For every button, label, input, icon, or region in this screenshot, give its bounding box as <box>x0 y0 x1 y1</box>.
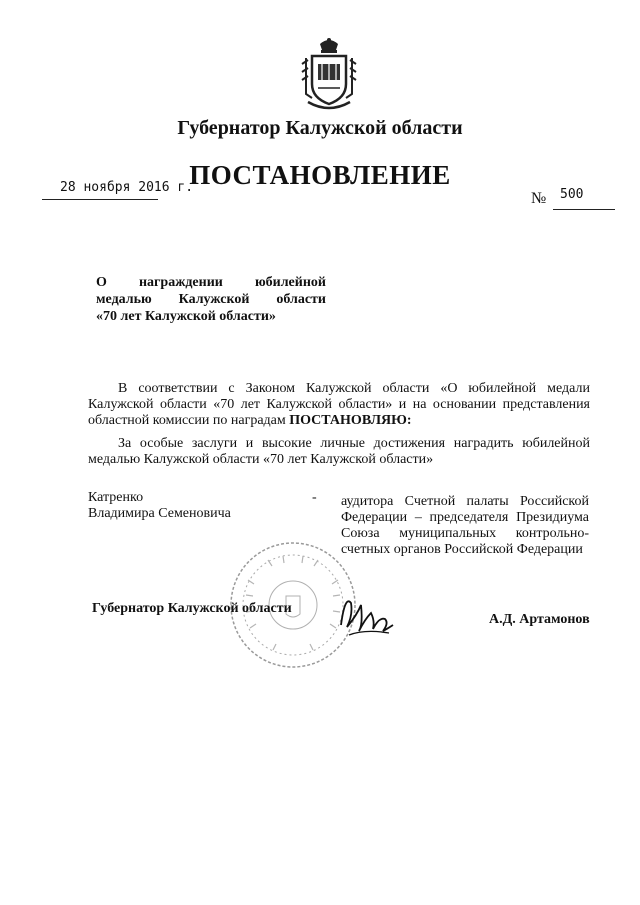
signatory-name: А.Д. Артамонов <box>489 612 590 627</box>
subject-word: области <box>276 292 326 307</box>
awardee-surname: Катренко <box>88 490 144 505</box>
position-line-4: счетных органов Российской Федерации <box>341 542 583 557</box>
issuing-authority: Губернатор Калужской области <box>177 117 463 139</box>
position-line-1: аудитора Счетной палаты Российской <box>341 494 589 509</box>
subject-word: Калужской <box>178 292 250 307</box>
awardee-name <box>88 490 231 522</box>
position-line-2: Федерации – председателя Президиума <box>341 510 589 525</box>
date-underline <box>42 199 158 200</box>
subject-word: юбилейной <box>254 275 326 290</box>
handwritten-signature-icon <box>335 585 395 645</box>
subject-word: награждении <box>138 275 223 290</box>
document-subject <box>96 274 326 325</box>
subject-line-1 <box>96 274 326 291</box>
award-line-2: медалью Калужской области «70 лет Калужской области» <box>88 452 434 467</box>
award-paragraph <box>88 436 590 468</box>
preamble-line-1: В соответствии с Законом Калужской области «О юбилейной медали <box>118 381 590 396</box>
resolve-keyword: ПОСТАНОВЛЯЮ: <box>289 413 412 428</box>
document-number: 500 <box>560 187 584 202</box>
preamble-line-2: Калужской области «70 лет Калужской области» и на основании представления <box>88 397 590 412</box>
subject-line-2 <box>96 291 326 308</box>
subject-word: О <box>96 275 107 290</box>
award-line-1: За особые заслуги и высокие личные достижения наградить юбилейной <box>118 436 590 451</box>
subject-line-3: «70 лет Калужской области» <box>96 309 276 324</box>
number-label: № <box>531 190 547 207</box>
awardee-position <box>341 494 589 558</box>
signatory-title: Губернатор Калужской области <box>92 601 292 616</box>
document-type-title: ПОСТАНОВЛЕНИЕ <box>189 160 451 190</box>
subject-word: медалью <box>96 292 152 307</box>
document-date: 28 ноября 2016 г. <box>60 180 194 195</box>
coat-of-arms-icon <box>298 38 360 114</box>
preamble-paragraph <box>88 381 590 429</box>
number-underline <box>553 209 615 210</box>
awardee-given-name: Владимира Семеновича <box>88 506 231 521</box>
preamble-line-3-text: областной комиссии по наградам <box>88 413 290 428</box>
preamble-line-3 <box>88 413 590 429</box>
position-line-3: Союза муниципальных контрольно- <box>341 526 589 541</box>
awardee-dash: - <box>312 490 317 505</box>
